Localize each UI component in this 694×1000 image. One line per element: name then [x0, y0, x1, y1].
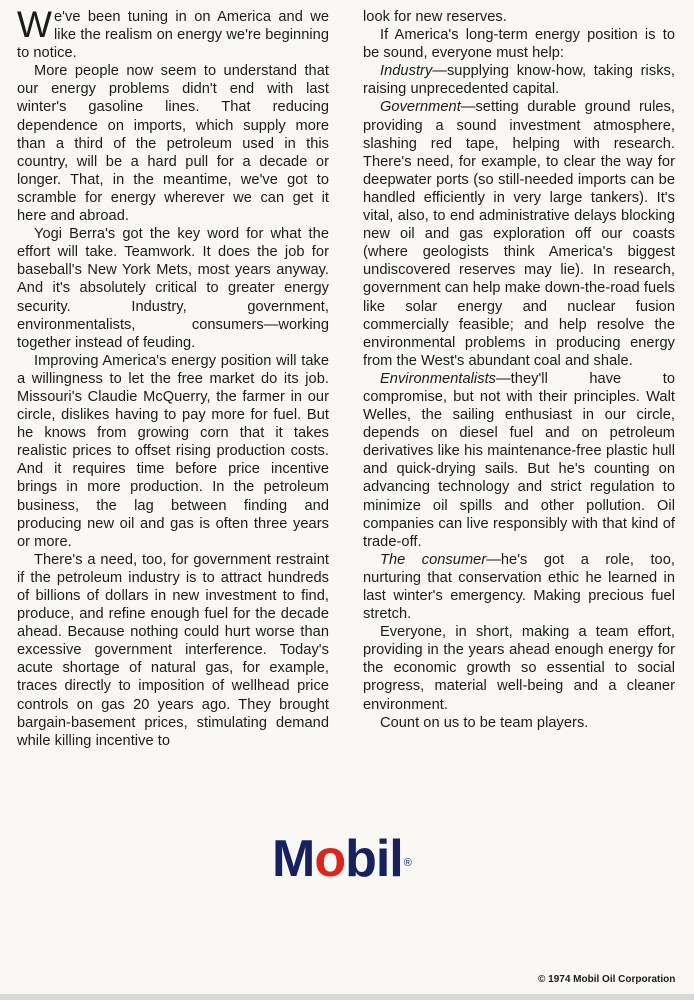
- paragraph-text: —they'll have to compromise, but not with their principles. Walt Welles, the sailing enthusiast in our circle, depends on diesel fuel and on petroleum derivatives like his maintenance-free plastic hull and quick-drying sails. But he's counting on advancing technology and strict regulation to minimize oil spills and other pollution. Oil companies can live responsibly with that kind of trade-off.: [363, 370, 675, 550]
- paragraph: Yogi Berra's got the key word for what the effort will take. Teamwork. It does the job for baseball's New York Mets, most years anyway. And it's absolutely critical to greater energy security. Industry, government, environmentalists, consumers—working together instead of feuding.: [17, 226, 329, 351]
- logo-letter-o: o: [314, 830, 346, 888]
- paragraph: Everyone, in short, making a team effort, providing in the years ahead enough energy for the economic growth so essential to social progress, material well-being and a cleaner environment.: [363, 624, 675, 713]
- paragraph-lead: Environmentalists: [380, 370, 497, 387]
- page-edge-divider: [0, 994, 694, 1000]
- paragraph: There's a need, too, for government restraint if the petroleum industry is to attract hundreds of billions of dollars in new investment to find, produce, and refine enough fuel for the decade ahead. Because nothing could hurt worse than excessive government interference. Today's acute shortage of natural gas, for example, traces directly to imposition of wellhead price controls on gas 20 years ago. They brought bargain-basement prices, stimulating demand while killing incentive to: [17, 551, 329, 749]
- paragraph: More people now seem to understand that our energy problems didn't end with last winter's gasoline lines. That reducing dependence on imports, which supply more than a third of the petroleum used in this country, will be a hard pull for a decade or longer. That, in the meantime, we've got to scramble for energy wherever we can get it here and abroad.: [17, 63, 329, 225]
- paragraph: [363, 98, 675, 369]
- paragraph-lead: The consumer: [380, 551, 487, 568]
- paragraph-text: —setting durable ground rules, providing a sound investment atmosphere, slashing red tape, helping with research. There's need, for example, to clear the way for deepwater ports (so still-needed imports can be handled efficiently in very large tankers). It's vital, also, to end administrative delays blocking new oil and gas exploration off our coasts (where geologists think America's biggest undiscovered reserves may lie). In research, government can help make down-the-road fuels like solar energy and nuclear fusion commercially feasible; and help resolve the environmental problems in producing energy from the West's abundant coal and shale.: [363, 99, 675, 369]
- registered-mark: ®: [403, 857, 412, 869]
- paragraph-lead: Government: [380, 99, 461, 116]
- article-column-left: [17, 4, 329, 750]
- paragraph: If America's long-term energy position is to be sound, everyone must help:: [363, 27, 675, 62]
- paragraph-lead: Industry: [380, 63, 433, 80]
- paragraph: [363, 62, 675, 98]
- copyright-notice: © 1974 Mobil Oil Corporation: [538, 974, 676, 985]
- paragraph: [363, 551, 675, 623]
- paragraph: [17, 4, 329, 62]
- drop-cap: W: [17, 4, 52, 45]
- paragraph-text: e've been tuning in on America and we like the realism on energy we're beginning to notice.: [17, 9, 329, 62]
- paragraph-text: —supplying know-how, taking risks, raising unprecedented capital.: [363, 63, 675, 98]
- logo-letters-end: bil: [345, 830, 403, 888]
- paragraph-text: —he's got a role, too, nurturing that conservation ethic he learned in last winter's emergency. Making precious fuel stretch.: [363, 551, 675, 623]
- paragraph: [363, 370, 675, 551]
- logo-letters-start: M: [272, 830, 315, 888]
- mobil-logo: [272, 830, 432, 888]
- paragraph: Count on us to be team players.: [380, 714, 589, 731]
- article-column-right: [363, 8, 675, 732]
- paragraph: look for new reserves.: [363, 9, 507, 25]
- paragraph: Improving America's energy position will take a willingness to let the free market do its job. Missouri's Claudie McQuerry, the farmer in our circle, dislikes having to pay more for fuel. But he knows from growing corn that it takes realistic prices to offset rising production costs. And it requires time before price incentive brings in more production. In the petroleum business, the lag between finding and producing new oil and gas is often three years or more.: [17, 352, 329, 550]
